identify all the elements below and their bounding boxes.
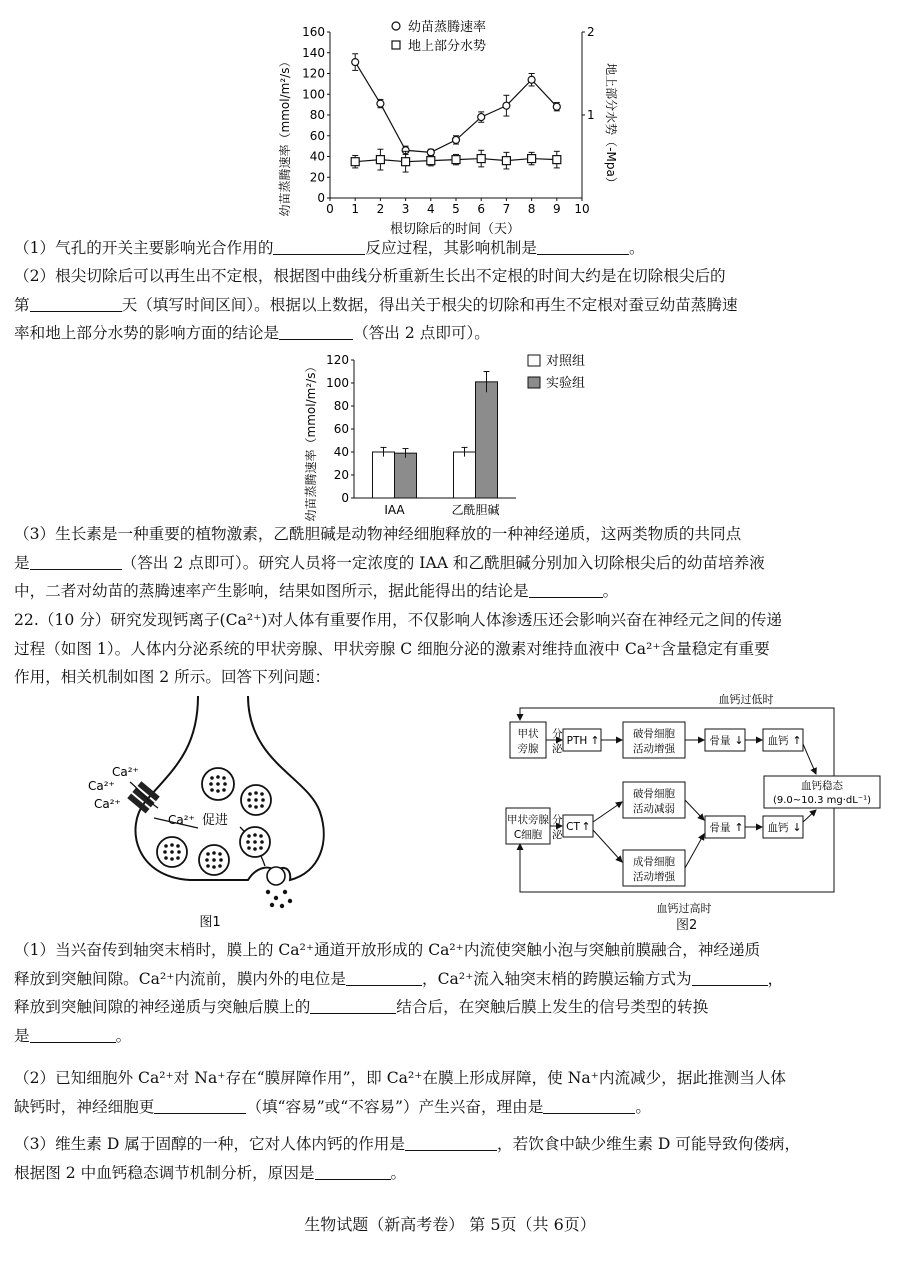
osteoclast-down-line-1: 破骨细胞 [633, 788, 675, 800]
legend-control-swatch [528, 355, 540, 366]
s1-text-d: ， [767, 969, 784, 988]
neurotransmitter-dot [247, 846, 251, 850]
legend-experiment-swatch [528, 377, 540, 388]
data-point-circle [377, 100, 384, 107]
neurotransmitter-dot [177, 850, 181, 854]
osteoclast-down-line-2: 活动减弱 [633, 803, 675, 815]
arrow-ca-down [803, 810, 816, 822]
x-tick-label: 1 [351, 202, 360, 216]
data-point-circle [478, 114, 485, 121]
released-transmitter-dot [266, 890, 270, 894]
neurotransmitter-dot [261, 798, 265, 802]
data-point-square [528, 155, 536, 163]
x-tick-label: 4 [426, 202, 435, 216]
neurotransmitter-dot [170, 857, 174, 861]
neurotransmitter-dot [210, 788, 214, 792]
blood-ca-up-icon: ↑ [792, 734, 802, 747]
y-tick-label: 20 [333, 468, 349, 482]
y-tick-label-left: 100 [302, 87, 325, 102]
figure-2-caption-text: 图2 [676, 918, 698, 933]
bar-experiment [395, 453, 417, 498]
homeostasis-line-1: 血钙稳态 [801, 780, 843, 792]
chart1-xlabel: 根切除后的时间（天） [389, 222, 521, 237]
s1-text-e: 释放到突触间隙的神经递质与突触后膜上的 [14, 998, 311, 1016]
q1-blank-1[interactable] [273, 238, 365, 255]
neurotransmitter-dot [170, 850, 174, 854]
neurotransmitter-dot [164, 844, 168, 848]
neurotransmitter-dot [247, 798, 251, 802]
osteoclast-up-line-1: 破骨细胞 [633, 728, 675, 740]
data-point-circle [427, 149, 434, 156]
q2-text-e: （答出 2 点即可）。 [353, 324, 490, 342]
legend-control-label: 对照组 [546, 354, 586, 369]
s1-blank-4[interactable] [30, 1026, 116, 1043]
fusing-vesicle [267, 867, 285, 885]
x-tick-label: 8 [527, 202, 536, 216]
y-tick-label-right: 1 [587, 108, 595, 122]
neurotransmitter-dot [260, 804, 264, 808]
y-tick-label-left: 40 [309, 149, 325, 164]
ca-label-3: Ca²⁺ [94, 797, 121, 811]
ct-up-icon: ↑ [581, 820, 591, 833]
secrete-2-b: 泌 [552, 829, 563, 841]
s2-blank-2[interactable] [543, 1097, 635, 1114]
q2-blank-2[interactable] [279, 323, 353, 340]
chart1-marks [351, 54, 561, 172]
data-point-square [351, 158, 359, 166]
s2-text-b: 缺钙时，神经细胞更 [14, 1097, 155, 1116]
data-point-square [477, 155, 485, 163]
x-tick-label: 9 [552, 202, 561, 216]
arrow-ct-oc [593, 802, 622, 822]
s2-text-c: （填“容易”或“不容易”）产生兴奋，理由是 [246, 1097, 544, 1116]
arrow-ca-up [803, 744, 816, 774]
neurotransmitter-dot [216, 775, 220, 779]
legend-experiment-label: 实验组 [546, 376, 586, 391]
neurotransmitter-dot [206, 864, 210, 868]
s2-blank-1[interactable] [154, 1097, 246, 1114]
ca-inner-label: Ca²⁺ [168, 813, 195, 827]
question-2 [14, 262, 886, 348]
neurotransmitter-dot [260, 792, 264, 796]
chart1-ylabel-right: 地上部分水势（-Mpa） [604, 63, 618, 189]
legend-square-marker [392, 41, 400, 49]
s3-text-a: （3）维生素 D 属于固醇的一种，它对人体内钙的作用是 [14, 1135, 405, 1153]
data-point-square [376, 156, 384, 164]
bone-label-1: 骨量 [709, 735, 731, 747]
neurotransmitter-dot [254, 805, 258, 809]
category-label: 乙酰胆碱 [451, 503, 500, 517]
s3-text-d: 。 [390, 1163, 407, 1182]
bar-experiment [476, 382, 498, 498]
y-tick-label-left: 140 [302, 45, 325, 60]
s3-text-c: 根据图 2 中血钙稳态调节机制分析，原因是 [14, 1163, 315, 1182]
neurotransmitter-dot [223, 782, 227, 786]
x-tick-label: 3 [401, 202, 410, 216]
y-tick-label-left: 0 [317, 191, 325, 205]
chart2-ylabel: 幼苗蒸腾速率（mmol/m²/s） [304, 360, 318, 522]
bar-control [373, 452, 395, 498]
low-calcium-label: 血钙过低时 [718, 693, 774, 706]
neurotransmitter-dot [212, 865, 216, 869]
x-tick-label: 10 [574, 202, 590, 216]
data-point-circle [352, 59, 359, 66]
s2-text-d: 。 [635, 1097, 651, 1116]
chart1-legend [392, 19, 486, 54]
legend-series-1: 幼苗蒸腾速率 [408, 20, 487, 35]
s1-text-f: 结合后，在突触后膜上发生的信号类型的转换 [396, 998, 709, 1016]
q2-text-b: 第 [14, 295, 30, 314]
neurotransmitter-dot [209, 782, 213, 786]
y-tick-label: 100 [326, 376, 349, 390]
secrete-1-b: 泌 [552, 743, 563, 755]
s3-text-b: ，若饮食中缺少维生素 D 可能导致佝偻病， [497, 1135, 801, 1153]
chart2-legend [528, 353, 585, 391]
neurotransmitter-dot [253, 833, 257, 837]
blood-ca-label-2: 血钙 [767, 822, 789, 834]
blood-ca-label-1: 血钙 [767, 735, 789, 747]
neurotransmitter-dot [247, 834, 251, 838]
bone-label-2: 骨量 [709, 822, 731, 834]
neurotransmitter-dot [163, 850, 167, 854]
chart1-ylabel-left: 幼苗蒸腾速率（mmol/m²/s） [278, 55, 292, 217]
y-tick-label: 40 [333, 445, 349, 459]
neurotransmitter-dot [253, 847, 257, 851]
neurotransmitter-dot [254, 798, 258, 802]
y-tick-label: 80 [333, 399, 349, 413]
neurotransmitter-dot [253, 840, 257, 844]
promote-label: 促进 [202, 813, 229, 828]
osteoblast-up-line-2: 活动增强 [633, 871, 675, 883]
neurotransmitter-dot [216, 782, 220, 786]
y-tick-label: 0 [341, 491, 349, 505]
neurotransmitter-dot [164, 856, 168, 860]
calcium-channel-icon [127, 781, 160, 813]
neurotransmitter-dot [170, 843, 174, 847]
neurotransmitter-dot [248, 792, 252, 796]
bone-up-icon-2: ↑ [734, 821, 744, 834]
question-1 [14, 234, 886, 263]
data-point-square [427, 157, 435, 165]
x-tick-label: 0 [326, 202, 334, 216]
q3-text-b: 是 [14, 553, 30, 572]
x-tick-label: 5 [452, 202, 460, 216]
ca-label-1: Ca²⁺ [112, 765, 139, 779]
q22-text-b: 过程（如图 1）。人体内分泌系统的甲状旁腺、甲状旁腺 C 细胞分泌的激素对维持血液中 Ca²⁺含量稳定有重要 [14, 639, 770, 658]
figure-1-synapse [80, 692, 340, 932]
neurotransmitter-dot [222, 788, 226, 792]
high-calcium-label: 血钙过高时 [656, 902, 712, 915]
legend-series-2: 地上部分水势 [408, 39, 487, 54]
s1-text-g: 是 [14, 1026, 30, 1045]
s3-blank-2[interactable] [315, 1163, 391, 1180]
s1-blank-3[interactable] [310, 997, 396, 1014]
neurotransmitter-dot [248, 804, 252, 808]
pth-up-icon: ↑ [590, 734, 600, 747]
data-point-circle [453, 136, 460, 143]
released-transmitter-dot [270, 903, 274, 907]
released-transmitter-dot [288, 899, 292, 903]
data-point-square [402, 158, 410, 166]
c-cell-line-1: 甲状旁腺 [507, 814, 549, 826]
chart2-marks [373, 372, 500, 518]
figure-2-calcium-regulation [506, 692, 882, 922]
neurotransmitter-dot [219, 858, 223, 862]
data-point-square [452, 156, 460, 164]
q1-text-c: 。 [628, 239, 645, 257]
neurotransmitter-dot [212, 858, 216, 862]
bone-down-icon-1: ↓ [734, 734, 744, 747]
figure-1-caption: 图1 [199, 915, 221, 930]
parathyroid-line-1: 甲状 [517, 728, 539, 740]
legend-circle-marker [392, 22, 400, 30]
neurotransmitter-dot [218, 864, 222, 868]
q2-text-a: （2）根尖切除后可以再生出不定根，根据图中曲线分析重新生长出不定根的时间大约是在切除根尖后的 [14, 267, 726, 285]
chart2-figure [290, 346, 610, 522]
secrete-2-a: 分 [552, 814, 563, 826]
blood-ca-down-icon: ↓ [792, 821, 802, 834]
released-transmitter-dot [280, 904, 284, 908]
s1-text-h: 。 [115, 1026, 132, 1045]
bar-control [454, 452, 476, 498]
q3-text-e: 。 [602, 582, 619, 600]
neurotransmitter-dot [176, 844, 180, 848]
synaptic-vesicles [157, 768, 292, 908]
neurotransmitter-dot [216, 789, 220, 793]
neurotransmitter-dot [259, 834, 263, 838]
y-tick-label-right: 2 [587, 25, 595, 39]
q3-blank-2[interactable] [529, 581, 603, 598]
neurotransmitter-dot [210, 776, 214, 780]
data-point-circle [503, 102, 510, 109]
category-label: IAA [384, 503, 405, 517]
s1-blank-1[interactable] [346, 969, 422, 986]
s1-text-b: 释放到突触间隙。Ca²⁺内流前，膜内外的电位是 [14, 969, 346, 988]
neurotransmitter-dot [218, 852, 222, 856]
neurotransmitter-dot [205, 858, 209, 862]
s1-text-c: ，Ca²⁺流入轴突末梢的跨膜运输方式为 [422, 969, 692, 988]
y-tick-label: 120 [326, 353, 349, 367]
q1-blank-2[interactable] [537, 238, 629, 255]
neurotransmitter-dot [254, 791, 258, 795]
x-tick-label: 2 [376, 202, 385, 216]
s1-blank-2[interactable] [692, 969, 768, 986]
osteoclast-up-line-2: 活动增强 [633, 743, 675, 755]
data-point-square [502, 157, 510, 165]
q2-text-d: 率和地上部分水势的影响方面的结论是 [14, 324, 280, 342]
y-tick-label-left: 20 [309, 170, 325, 185]
released-transmitter-dot [283, 890, 287, 894]
page-footer: 生物试题（新高考卷） 第 5页（共 6页） [304, 1215, 596, 1234]
ca-label-2: Ca²⁺ [88, 779, 115, 793]
q22-text-a: 22.（10 分）研究发现钙离子(Ca²⁺)对人体有重要作用，不仅影响人体渗透压还会影响兴奋在神经元之间的传递 [14, 611, 783, 629]
s3-blank-1[interactable] [405, 1134, 497, 1151]
neurotransmitter-dot [246, 840, 250, 844]
y-tick-label-left: 80 [309, 108, 325, 122]
q22-text-c: 作用，相关机制如图 2 所示。回答下列问题： [14, 668, 331, 686]
q2-blank-1[interactable] [30, 295, 122, 312]
y-tick-label-left: 60 [309, 128, 325, 143]
neurotransmitter-dot [212, 851, 216, 855]
secrete-1-a: 分 [552, 728, 563, 740]
homeostasis-line-2: (9.0~10.3 mg·dL⁻¹) [772, 795, 872, 806]
x-tick-label: 7 [502, 202, 511, 216]
neurotransmitter-dot [206, 852, 210, 856]
q1-text-a: （1）气孔的开关主要影响光合作用的 [14, 239, 274, 257]
question-22-intro [14, 606, 886, 692]
q2-text-c: 天（填写时间区间）。根据以上数据，得出关于根尖的切除和再生不定根对蚕豆幼苗蒸腾速 [121, 295, 738, 314]
ct-label: CT [566, 821, 580, 833]
neurotransmitter-dot [260, 840, 264, 844]
q3-text-c: （答出 2 点即可）。研究人员将一定浓度的 IAA 和乙酰胆碱分别加入切除根尖后的幼苗培养液 [121, 553, 765, 572]
s1-text-a: （1）当兴奋传到轴突末梢时，膜上的 Ca²⁺通道开放形成的 Ca²⁺内流使突触小泡与突触前膜融合，神经递质 [14, 941, 761, 959]
neurotransmitter-dot [176, 856, 180, 860]
pth-label: PTH [566, 735, 588, 747]
chart1-figure [270, 18, 618, 240]
arrow-oc-down [685, 800, 704, 820]
arrow-ob-up [685, 834, 704, 868]
data-point-circle [553, 103, 560, 110]
released-transmitter-dot [274, 896, 278, 900]
y-tick-label-left: 160 [302, 25, 325, 39]
q3-blank-1[interactable] [30, 553, 122, 570]
question-22-2 [14, 1064, 886, 1121]
neurotransmitter-dot [259, 846, 263, 850]
q3-text-a: （3）生长素是一种重要的植物激素，乙酰胆碱是动物神经细胞释放的一种神经递质，这两类物质的共同点 [14, 525, 742, 543]
q3-text-d: 中，二者对幼苗的蒸腾速率产生影响，结果如图所示，据此能得出的结论是 [14, 582, 529, 600]
x-tick-label: 6 [477, 202, 486, 216]
data-point-circle [528, 76, 535, 83]
arrow-ct-ob [593, 830, 622, 862]
osteoblast-up-line-1: 成骨细胞 [633, 856, 675, 868]
q1-text-b: 反应过程，其影响机制是 [365, 239, 537, 257]
s2-text-a: （2）已知细胞外 Ca²⁺对 Na⁺存在“膜屏障作用”，即 Ca²⁺在膜上形成屏障，使 Na⁺内流减少，据此推测当人体 [14, 1069, 787, 1087]
question-22-1 [14, 936, 886, 1050]
y-tick-label: 60 [333, 422, 349, 436]
neurotransmitter-dot [222, 776, 226, 780]
data-point-square [553, 156, 561, 164]
parathyroid-line-2: 旁腺 [517, 743, 539, 755]
c-cell-line-2: C细胞 [513, 829, 543, 841]
question-22-3 [14, 1130, 886, 1187]
question-3 [14, 520, 886, 606]
y-tick-label-left: 120 [302, 66, 325, 81]
